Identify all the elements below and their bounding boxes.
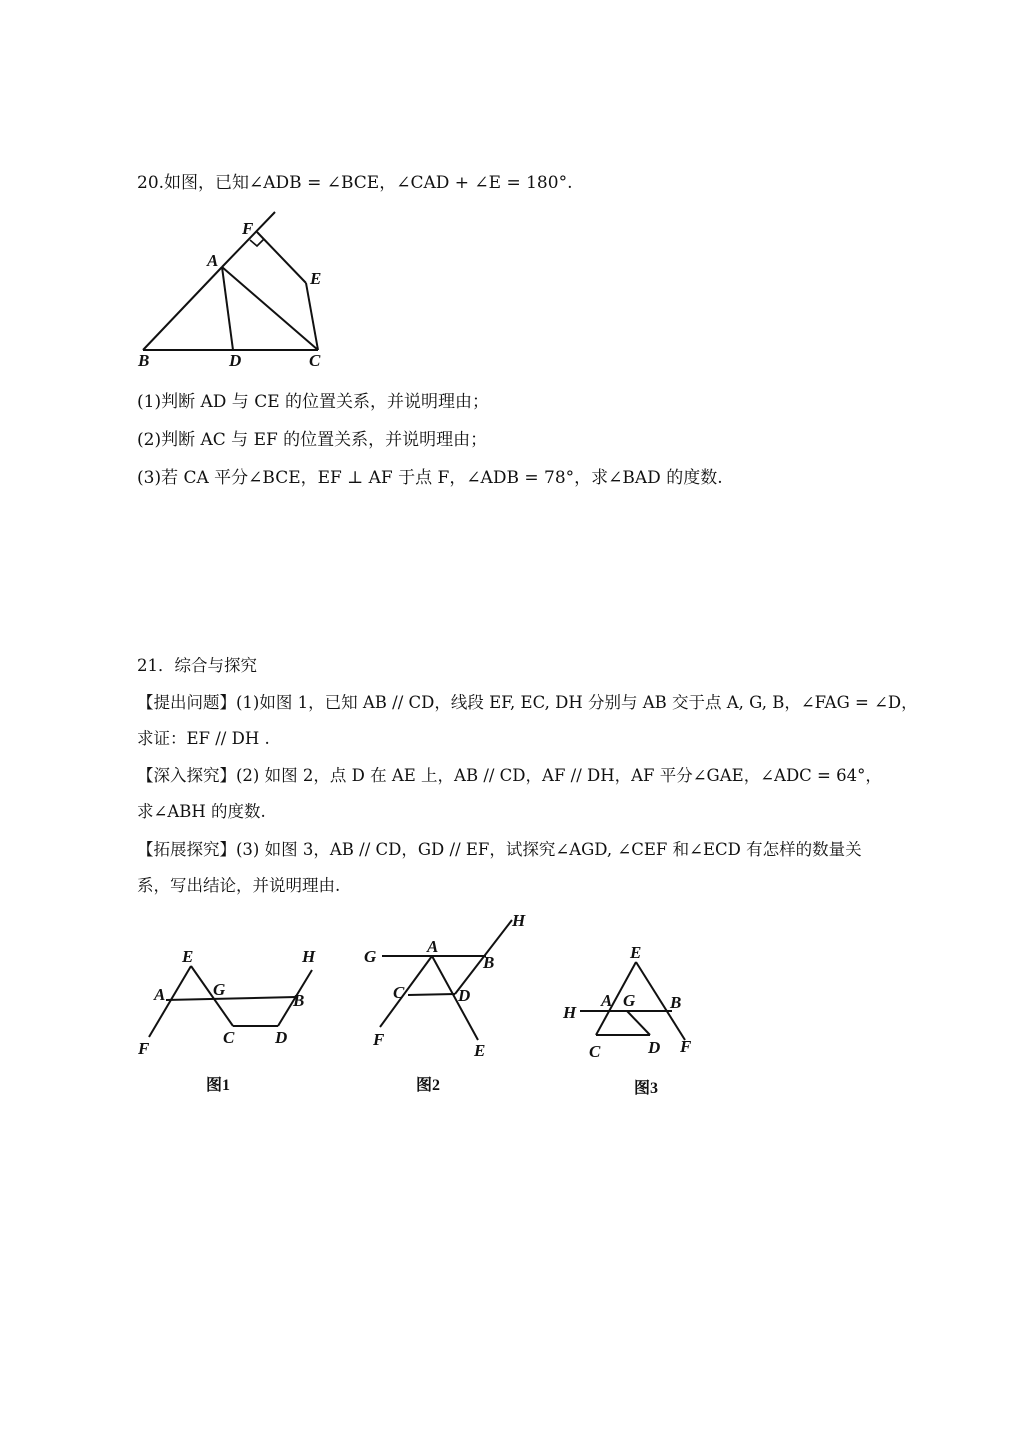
fig3-label-D: D [648, 1038, 661, 1057]
label-E: E [310, 269, 322, 288]
q20-part-2: (2)判断 AC 与 EF 的位置关系，并说明理由； [137, 430, 488, 450]
fig3-label-C: C [589, 1042, 601, 1061]
fig2-label-E: E [474, 1041, 486, 1060]
fig1-label-F: F [138, 1039, 150, 1058]
fig3-label-A: A [601, 991, 613, 1010]
fig2-seg-AF [380, 956, 432, 1027]
fig2-label-B: B [483, 953, 495, 972]
figure-2 [364, 911, 526, 1094]
q21-line-3: 【深入探究】(2) 如图 2，点 D 在 AE 上，AB // CD，AF // DH，AF 平分∠GAE，∠ADC = 64°， [137, 766, 882, 785]
label-D: D [229, 351, 242, 370]
q21-line-4: 求∠ABH 的度数. [137, 802, 266, 821]
fig1-label-G: G [213, 980, 226, 999]
fig3-label-B: B [670, 993, 682, 1012]
q21-title: 21．综合与探究 [137, 656, 257, 675]
q21-line-6: 系，写出结论，并说明理由. [137, 876, 341, 895]
label-C: C [309, 351, 321, 370]
q21-line-1: 【提出问题】(1)如图 1，已知 AB // CD，线段 EF, EC, DH 分别与 AB 交于点 A, G, B，∠FAG = ∠D， [137, 693, 918, 712]
fig3-label-G: G [623, 991, 636, 1010]
fig2-label-A: A [427, 937, 439, 956]
q20-part-1: (1)判断 AD 与 CE 的位置关系，并说明理由； [137, 392, 490, 412]
q20-part-3: (3)若 CA 平分∠BCE，EF ⊥ AF 于点 F，∠ADB = 78°，求∠BAD 的度数. [137, 468, 723, 488]
label-B: B [138, 351, 150, 370]
fig2-label-G: G [364, 947, 377, 966]
label-A: A [207, 251, 219, 270]
fig1-label-C: C [223, 1028, 235, 1047]
fig2-label-D: D [458, 986, 471, 1005]
fig1-caption: 图1 [206, 1077, 231, 1094]
figure-1 [137, 947, 316, 1094]
fig3-label-E: E [630, 943, 642, 962]
seg-BA [143, 267, 222, 350]
right-angle-mark [250, 239, 264, 246]
fig3-label-F: F [680, 1037, 692, 1056]
fig2-seg-CD [408, 994, 455, 995]
q21-line-2: 求证：EF // DH . [137, 729, 270, 748]
fig2-label-H: H [512, 911, 526, 930]
fig2-label-F: F [373, 1030, 385, 1049]
fig3-caption: 图3 [634, 1080, 659, 1097]
q20-figure [130, 205, 530, 380]
figure-3 [562, 943, 692, 1097]
fig1-seg-AB [166, 997, 296, 1000]
label-F: F [242, 219, 254, 238]
fig1-label-A: A [154, 985, 166, 1004]
fig2-label-C: C [393, 983, 405, 1002]
fig2-caption: 图2 [416, 1077, 441, 1094]
fig3-label-H: H [563, 1003, 577, 1022]
q21-line-5: 【拓展探究】(3) 如图 3，AB // CD，GD // EF，试探究∠AGD, ∠CEF 和∠ECD 有怎样的数量关 [137, 840, 862, 859]
seg-AD [222, 267, 233, 350]
fig1-seg-EC [191, 966, 233, 1026]
fig1-label-B: B [293, 991, 305, 1010]
q20-stem: 20.如图，已知∠ADB = ∠BCE，∠CAD + ∠E = 180°. [137, 173, 573, 193]
fig1-label-D: D [275, 1028, 288, 1047]
q21-figures [130, 905, 710, 1105]
fig1-label-E: E [182, 947, 194, 966]
fig2-seg-AE [432, 956, 478, 1040]
fig3-seg-GD [627, 1011, 650, 1035]
fig1-label-H: H [302, 947, 316, 966]
